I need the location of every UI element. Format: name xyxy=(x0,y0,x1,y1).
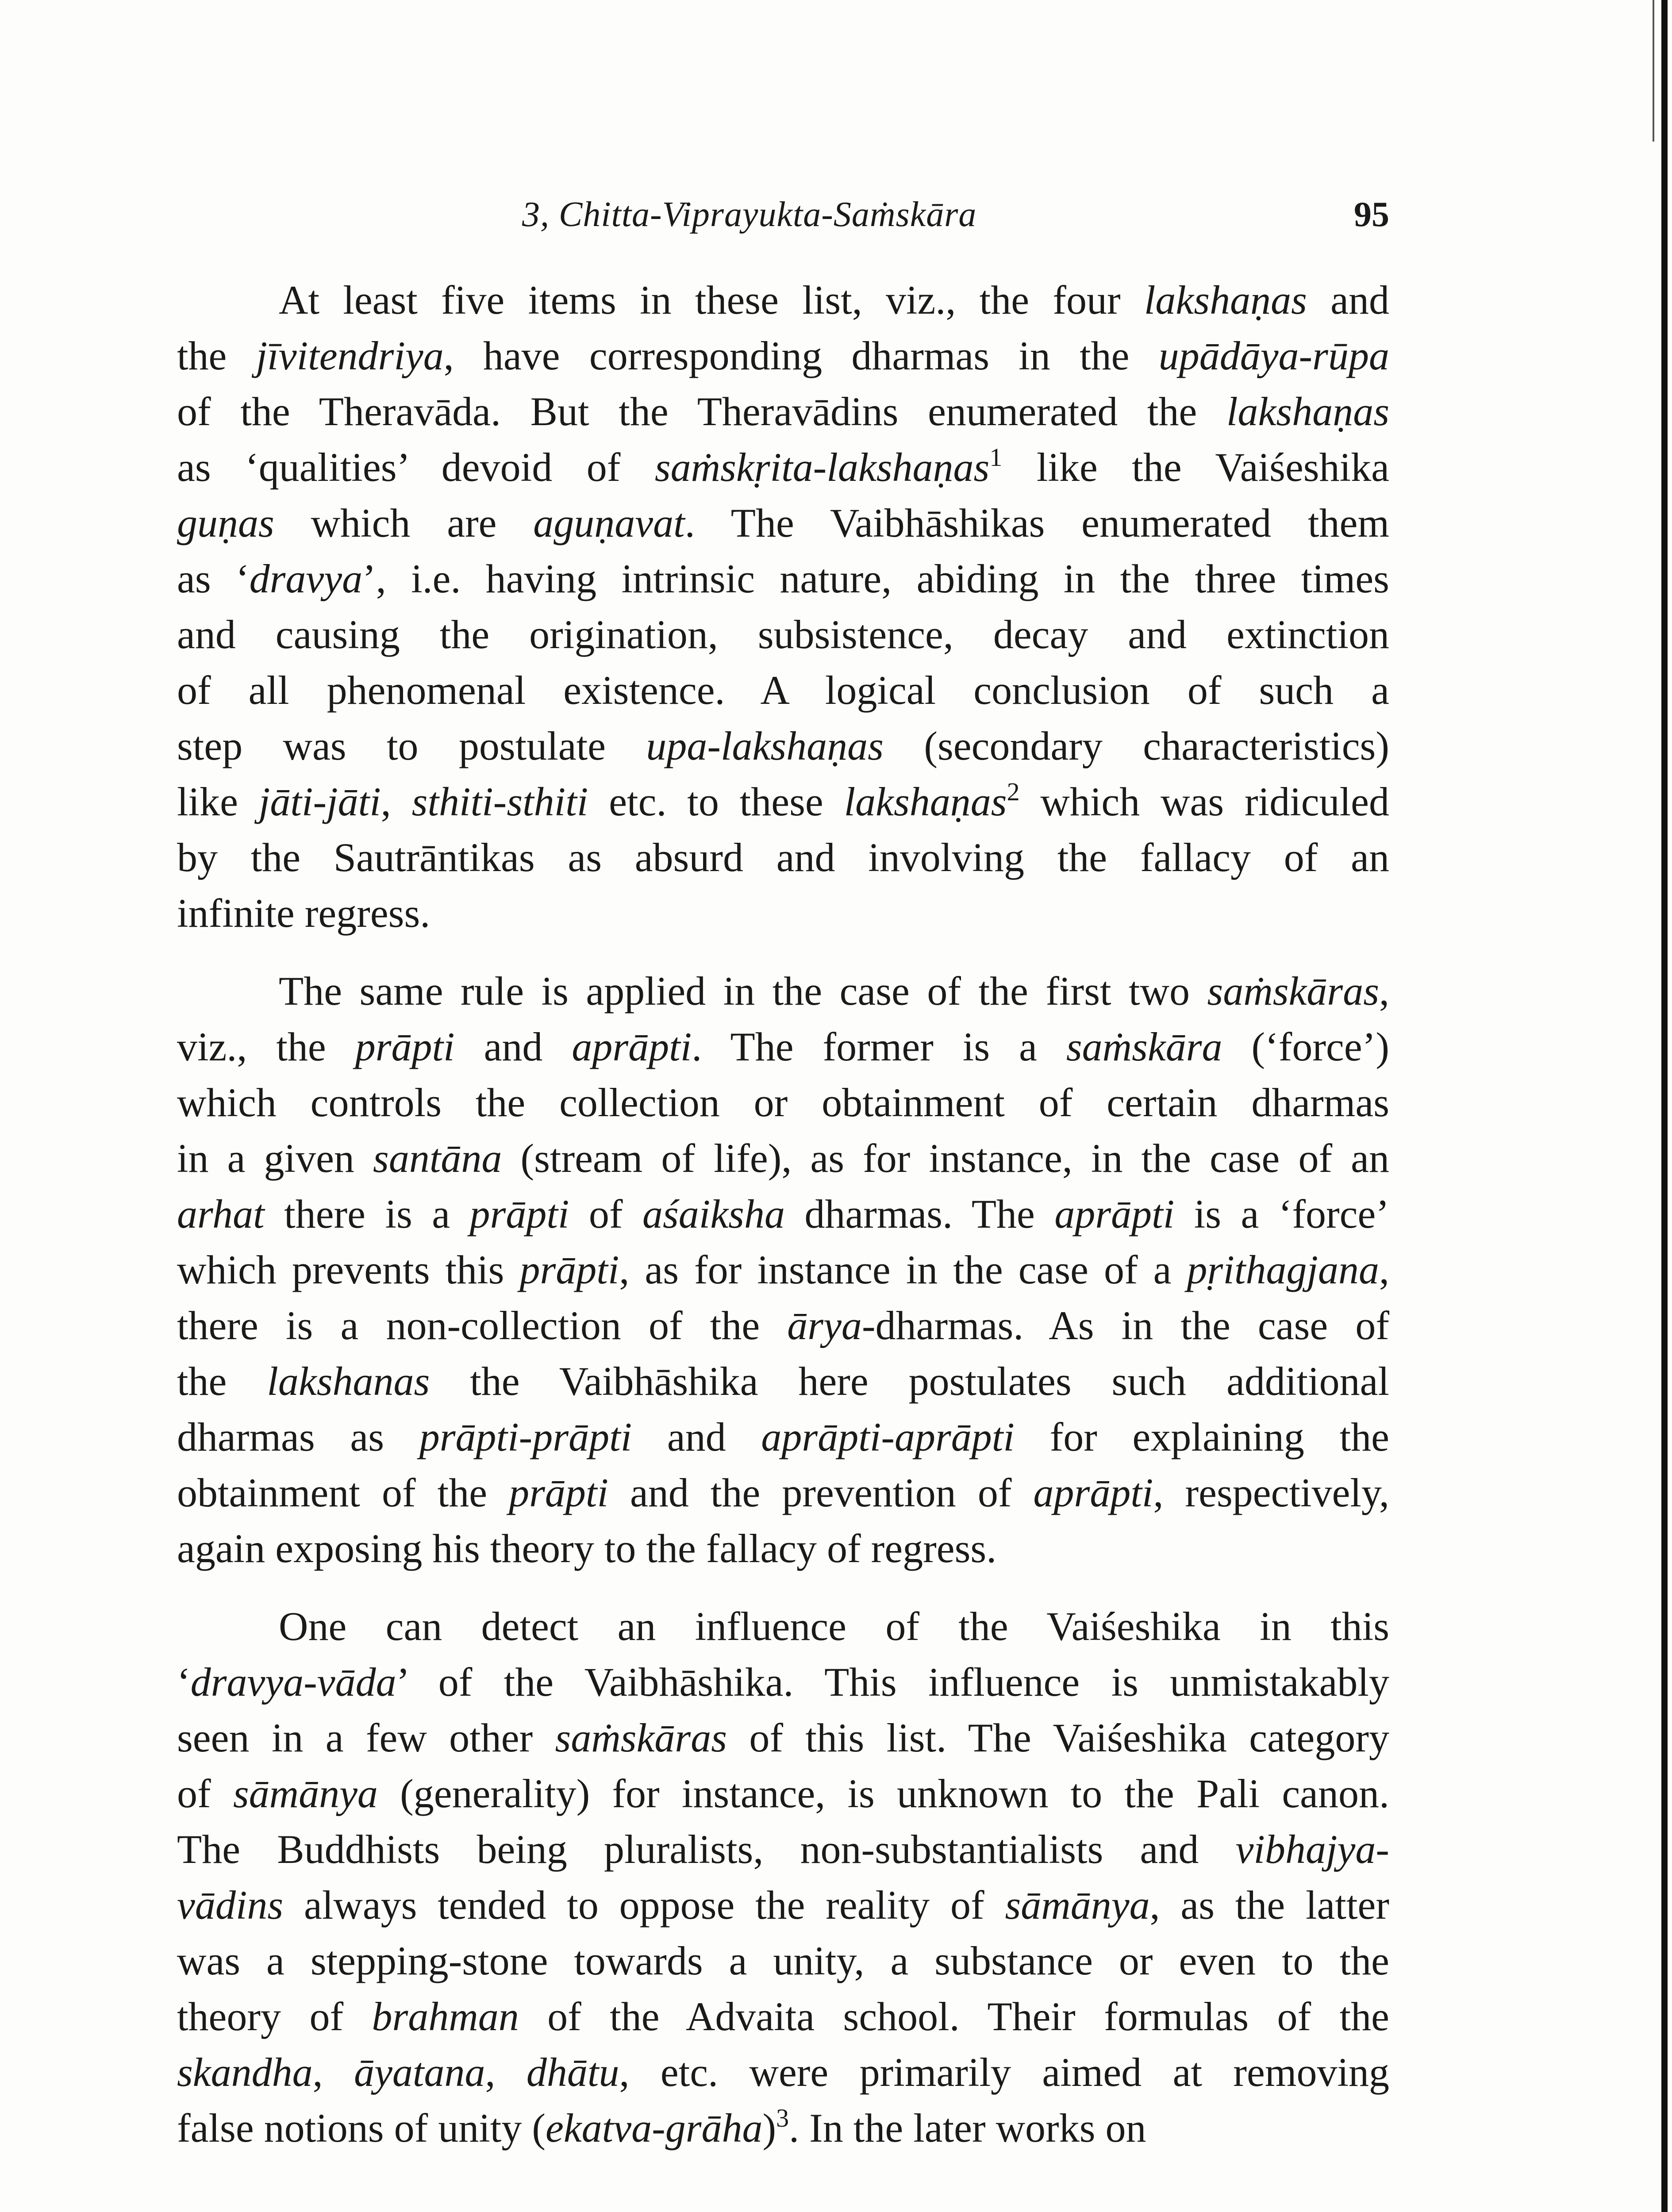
text-line: arhat there is a prāpti of aśaiksha dharmas. The aprāpti is a ‘force’ xyxy=(177,1191,1389,1237)
text-line: The same rule is applied in the case of the first two saṁskāras, xyxy=(279,968,1389,1014)
italic-term: aprāpti xyxy=(1033,1470,1153,1515)
footnote-ref: 3 xyxy=(776,2104,789,2132)
text-line: the jīvitendriya, have corresponding dharmas in the upādāya-rūpa xyxy=(177,333,1389,378)
italic-term: aśaiksha xyxy=(642,1191,785,1237)
italic-term: sāmānya xyxy=(233,1771,378,1816)
italic-term: saṁskāras xyxy=(1207,968,1379,1014)
paragraph xyxy=(177,963,1389,1576)
italic-term: lakshaṇas xyxy=(1144,277,1307,323)
italic-term: dravya xyxy=(249,556,363,601)
italic-term: skandha xyxy=(177,2050,313,2095)
italic-term: prāpti xyxy=(469,1191,569,1237)
italic-term: dhātu xyxy=(526,2050,619,2095)
italic-term: arhat xyxy=(177,1191,265,1237)
text-line: of sāmānya (generality) for instance, is unknown to the Pali canon. xyxy=(177,1771,1390,1816)
footnote-ref: 1 xyxy=(989,443,1003,472)
text-line: was a stepping-stone towards a unity, a substance or even to the xyxy=(177,1938,1389,1983)
italic-term: aguṇavat xyxy=(533,500,685,545)
italic-term: aprāpti xyxy=(1054,1191,1175,1237)
italic-term: upa-lakshaṇas xyxy=(646,723,884,768)
italic-term: lakshaṇas xyxy=(1226,389,1389,434)
text-line: false notions of unity (ekatva-grāha)$^3$. In the later works on xyxy=(177,2104,1146,2151)
paragraph xyxy=(177,272,1389,941)
italic-term: upādāya-rūpa xyxy=(1158,333,1389,378)
chapter-title: 3, Chitta-Viprayukta-Saṁskāra xyxy=(522,195,977,234)
text-line: there is a non-collection of the ārya-dharmas. As in the case of xyxy=(177,1303,1389,1348)
italic-term: āyatana xyxy=(354,2050,485,2095)
scan-edge-mark xyxy=(1653,0,1654,142)
text-line: One can detect an influence of the Vaiśeshika in this xyxy=(279,1604,1389,1649)
text-line: of the Theravāda. But the Theravādins enumerated the lakshaṇas xyxy=(177,389,1389,434)
italic-term: pṛithagjana xyxy=(1187,1247,1379,1292)
italic-term: saṁskāras xyxy=(555,1715,727,1760)
page-number: 95 xyxy=(1354,195,1389,234)
text-line: theory of brahman of the Advaita school. Their formulas of the xyxy=(177,1994,1389,2039)
text-line: like jāti-jāti, sthiti-sthiti etc. to these lakshaṇas$^2$ which was ridiculed xyxy=(177,777,1389,824)
italic-term: prāpti-prāpti xyxy=(419,1414,632,1459)
footnote-ref: 2 xyxy=(1007,777,1020,806)
text-line: the lakshanas the Vaibhāshika here postulates such additional xyxy=(177,1359,1389,1404)
text-line: in a given santāna (stream of life), as for instance, in the case of an xyxy=(177,1136,1389,1181)
text-line: by the Sautrāntikas as absurd and involving the fallacy of an xyxy=(177,835,1389,880)
italic-term: saṁskāra xyxy=(1066,1024,1222,1069)
text-line: At least five items in these list, viz., the four lakshaṇas and xyxy=(279,277,1389,323)
running-head xyxy=(177,195,1389,248)
italic-term: vādins xyxy=(177,1882,284,1928)
text-line: infinite regress. xyxy=(177,891,430,936)
text-line: again exposing his theory to the fallacy of regress. xyxy=(177,1526,997,1571)
italic-term: aprāpti xyxy=(572,1024,692,1069)
paragraph xyxy=(177,1598,1389,2156)
text-line: seen in a few other saṁskāras of this list. The Vaiśeshika category xyxy=(177,1715,1389,1760)
italic-term: aprāpti-aprāpti xyxy=(761,1414,1015,1459)
italic-term: brahman xyxy=(372,1994,519,2039)
text-line: vādins always tended to oppose the reality of sāmānya, as the latter xyxy=(177,1882,1389,1928)
body-text xyxy=(177,272,1389,2178)
italic-term: jīvitendriya xyxy=(256,333,444,378)
italic-term: ārya xyxy=(787,1303,862,1348)
italic-term: saṁskṛita-lakshaṇas xyxy=(654,445,990,490)
italic-term: prāpti xyxy=(509,1470,609,1515)
text-line: viz., the prāpti and aprāpti. The former is a saṁskāra (‘force’) xyxy=(177,1024,1389,1069)
text-line: as ‘qualities’ devoid of saṁskṛita-lakshaṇas$^1$ like the Vaiśeshika xyxy=(177,443,1389,490)
italic-term: guṇas xyxy=(177,500,274,545)
text-line: obtainment of the prāpti and the prevention of aprāpti, respectively, xyxy=(177,1470,1389,1515)
text-line: dharmas as prāpti-prāpti and aprāpti-aprāpti for explaining the xyxy=(177,1414,1389,1459)
text-line: of all phenomenal existence. A logical conclusion of such a xyxy=(177,668,1389,713)
italic-term: ekatva-grāha xyxy=(546,2105,763,2151)
scan-edge-right xyxy=(1661,0,1668,2212)
italic-term: lakshanas xyxy=(267,1359,430,1404)
text-line: as ‘dravya’, i.e. having intrinsic nature, abiding in the three times xyxy=(177,556,1389,601)
text-line: skandha, āyatana, dhātu, etc. were primarily aimed at removing xyxy=(177,2050,1390,2095)
text-line: step was to postulate upa-lakshaṇas (secondary characteristics) xyxy=(177,723,1389,768)
italic-term: lakshaṇas xyxy=(844,779,1007,824)
text-line: which controls the collection or obtainment of certain dharmas xyxy=(177,1080,1389,1125)
italic-term: santāna xyxy=(373,1136,502,1181)
italic-term: jāti-jāti xyxy=(258,779,381,824)
text-line: which prevents this prāpti, as for instance in the case of a pṛithagjana, xyxy=(177,1247,1389,1292)
italic-term: sthiti-sthiti xyxy=(411,779,588,824)
italic-term: dravya-vāda xyxy=(190,1659,396,1705)
italic-term: vibhajya- xyxy=(1235,1827,1389,1872)
text-line: and causing the origination, subsistence, decay and extinction xyxy=(177,612,1389,657)
italic-term: sāmānya xyxy=(1005,1882,1150,1928)
italic-term: prāpti xyxy=(355,1024,455,1069)
text-line: guṇas which are aguṇavat. The Vaibhāshikas enumerated them xyxy=(177,500,1390,545)
text-line: The Buddhists being pluralists, non-substantialists and vibhajya- xyxy=(177,1827,1389,1872)
italic-term: prāpti xyxy=(519,1247,619,1292)
text-line: ‘dravya-vāda’ of the Vaibhāshika. This influence is unmistakably xyxy=(177,1659,1389,1705)
